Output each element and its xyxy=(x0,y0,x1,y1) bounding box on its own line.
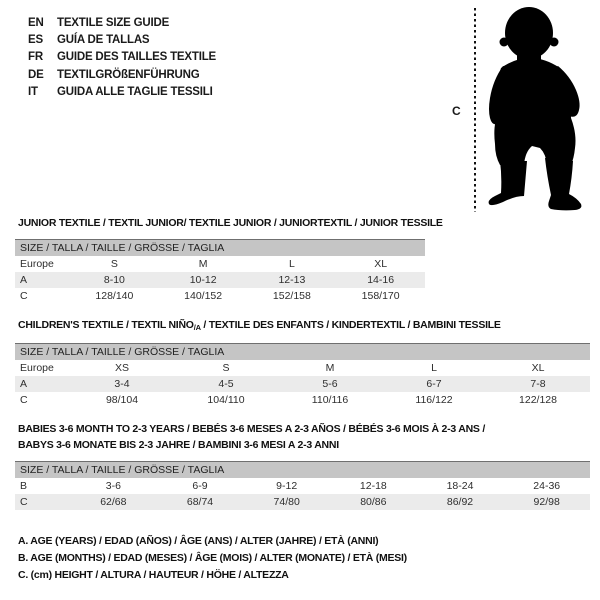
language-code: DE xyxy=(28,68,44,81)
cell: 10-12 xyxy=(189,274,217,286)
children-size-table xyxy=(15,343,590,408)
size-table-header: SIZE / TALLA / TAILLE / GRÖSSE / TAGLIA xyxy=(15,344,590,360)
cell: 128/140 xyxy=(95,290,134,302)
cell: XL xyxy=(374,258,388,270)
row-label: C xyxy=(20,290,28,302)
cell: L xyxy=(431,362,437,374)
babies-size-table xyxy=(15,461,590,510)
table-row xyxy=(15,256,425,272)
cell: 116/122 xyxy=(415,394,453,406)
table-row xyxy=(15,494,590,510)
children-title-sub: /A xyxy=(193,323,201,332)
cell: S xyxy=(222,362,230,374)
table-row xyxy=(15,360,590,376)
row-label: Europe xyxy=(20,258,54,270)
cell: 12-13 xyxy=(278,274,306,286)
cell: L xyxy=(288,258,295,270)
language-label: TEXTILE SIZE GUIDE xyxy=(57,17,170,29)
note-height-cm: C. (cm) HEIGHT / ALTURA / HAUTEUR / HÖHE / ALTEZZA xyxy=(18,569,289,581)
cell: 8-10 xyxy=(103,274,125,286)
cell: 12-18 xyxy=(359,480,387,492)
table-row xyxy=(15,478,590,494)
cell: 6-7 xyxy=(426,378,442,390)
cell: 7-8 xyxy=(530,378,546,390)
language-code: IT xyxy=(28,85,38,98)
language-code: FR xyxy=(28,51,43,64)
cell: 104/110 xyxy=(207,394,245,406)
cell: 5-6 xyxy=(322,378,338,390)
cell: 3-6 xyxy=(105,480,121,492)
cell: 6-9 xyxy=(192,480,208,492)
cell: S xyxy=(110,258,118,270)
cell: 9-12 xyxy=(276,480,298,492)
cell: 74/80 xyxy=(273,496,300,508)
cell: 68/74 xyxy=(186,496,214,508)
cell: 122/128 xyxy=(519,394,557,406)
children-table-title xyxy=(18,319,501,332)
table-row xyxy=(15,272,425,288)
table-row xyxy=(15,288,425,304)
cell: 4-5 xyxy=(218,378,234,390)
cell: 80/86 xyxy=(360,496,387,508)
babies-table-title-line2: BABYS 3-6 MONATE BIS 2-3 JAHRE / BAMBINI 3-6 MESI A 2-3 ANNI xyxy=(18,439,339,451)
cell: 62/68 xyxy=(100,496,127,508)
language-row xyxy=(28,67,216,84)
children-title-pre: CHILDREN'S TEXTILE / TEXTIL NIÑO xyxy=(18,319,194,331)
cell: 152/158 xyxy=(272,290,311,302)
language-label: GUIDE DES TAILLES TEXTILE xyxy=(57,51,216,64)
table-row xyxy=(15,392,590,408)
note-age-years: A. AGE (YEARS) / EDAD (AÑOS) / ÂGE (ANS) / ALTER (JAHRE) / ETÀ (ANNI) xyxy=(18,535,379,547)
language-row xyxy=(28,49,216,66)
row-label: A xyxy=(20,274,28,286)
height-measure-dashed-line xyxy=(474,8,476,212)
row-label: C xyxy=(20,394,28,406)
cell: XS xyxy=(114,362,129,374)
cell: 110/116 xyxy=(311,394,349,406)
cell: M xyxy=(325,362,335,374)
language-code: ES xyxy=(28,34,43,47)
cell: XL xyxy=(531,362,545,374)
table-row xyxy=(15,376,590,392)
language-label: GUIDA ALLE TAGLIE TESSILI xyxy=(57,85,213,98)
row-label: C xyxy=(20,496,28,508)
note-age-months: B. AGE (MONTHS) / EDAD (MESES) / ÂGE (MOIS) / ALTER (MONATE) / ETÀ (MESI) xyxy=(18,552,407,564)
children-title-post: / TEXTILE DES ENFANTS / KINDERTEXTIL / BAMBINI TESSILE xyxy=(200,319,501,331)
babies-table-title-line1: BABIES 3-6 MONTH TO 2-3 YEARS / BEBÉS 3-6 MESES A 2-3 AÑOS / BÉBÉS 3-6 MOIS À 2-3 ANS / xyxy=(18,423,486,435)
size-table-header: SIZE / TALLA / TAILLE / GRÖSSE / TAGLIA xyxy=(15,240,425,256)
cell: 140/152 xyxy=(184,290,223,302)
language-row xyxy=(28,84,216,101)
row-label: A xyxy=(20,378,28,390)
language-code: EN xyxy=(28,17,44,29)
language-label: TEXTILGRÖßENFÜHRUNG xyxy=(57,68,200,81)
row-label: B xyxy=(20,480,28,492)
baby-silhouette xyxy=(487,6,600,214)
junior-size-table xyxy=(15,239,425,304)
language-header xyxy=(28,15,216,101)
row-label: Europe xyxy=(20,362,54,374)
cell: 92/98 xyxy=(533,496,560,508)
cell: 98/104 xyxy=(105,394,139,406)
language-row xyxy=(28,32,216,49)
height-measure-label: C xyxy=(452,104,461,118)
cell: 3-4 xyxy=(114,378,130,390)
size-table-header: SIZE / TALLA / TAILLE / GRÖSSE / TAGLIA xyxy=(15,462,590,478)
cell: 14-16 xyxy=(367,274,395,286)
cell: 18-24 xyxy=(446,480,474,492)
cell: M xyxy=(198,258,208,270)
language-row xyxy=(28,15,216,32)
junior-table-title: JUNIOR TEXTILE / TEXTIL JUNIOR/ TEXTILE JUNIOR / JUNIORTEXTIL / JUNIOR TESSILE xyxy=(18,217,443,229)
cell: 158/170 xyxy=(361,290,400,302)
cell: 86/92 xyxy=(446,496,474,508)
language-label: GUÍA DE TALLAS xyxy=(57,34,150,47)
cell: 24-36 xyxy=(533,480,561,492)
